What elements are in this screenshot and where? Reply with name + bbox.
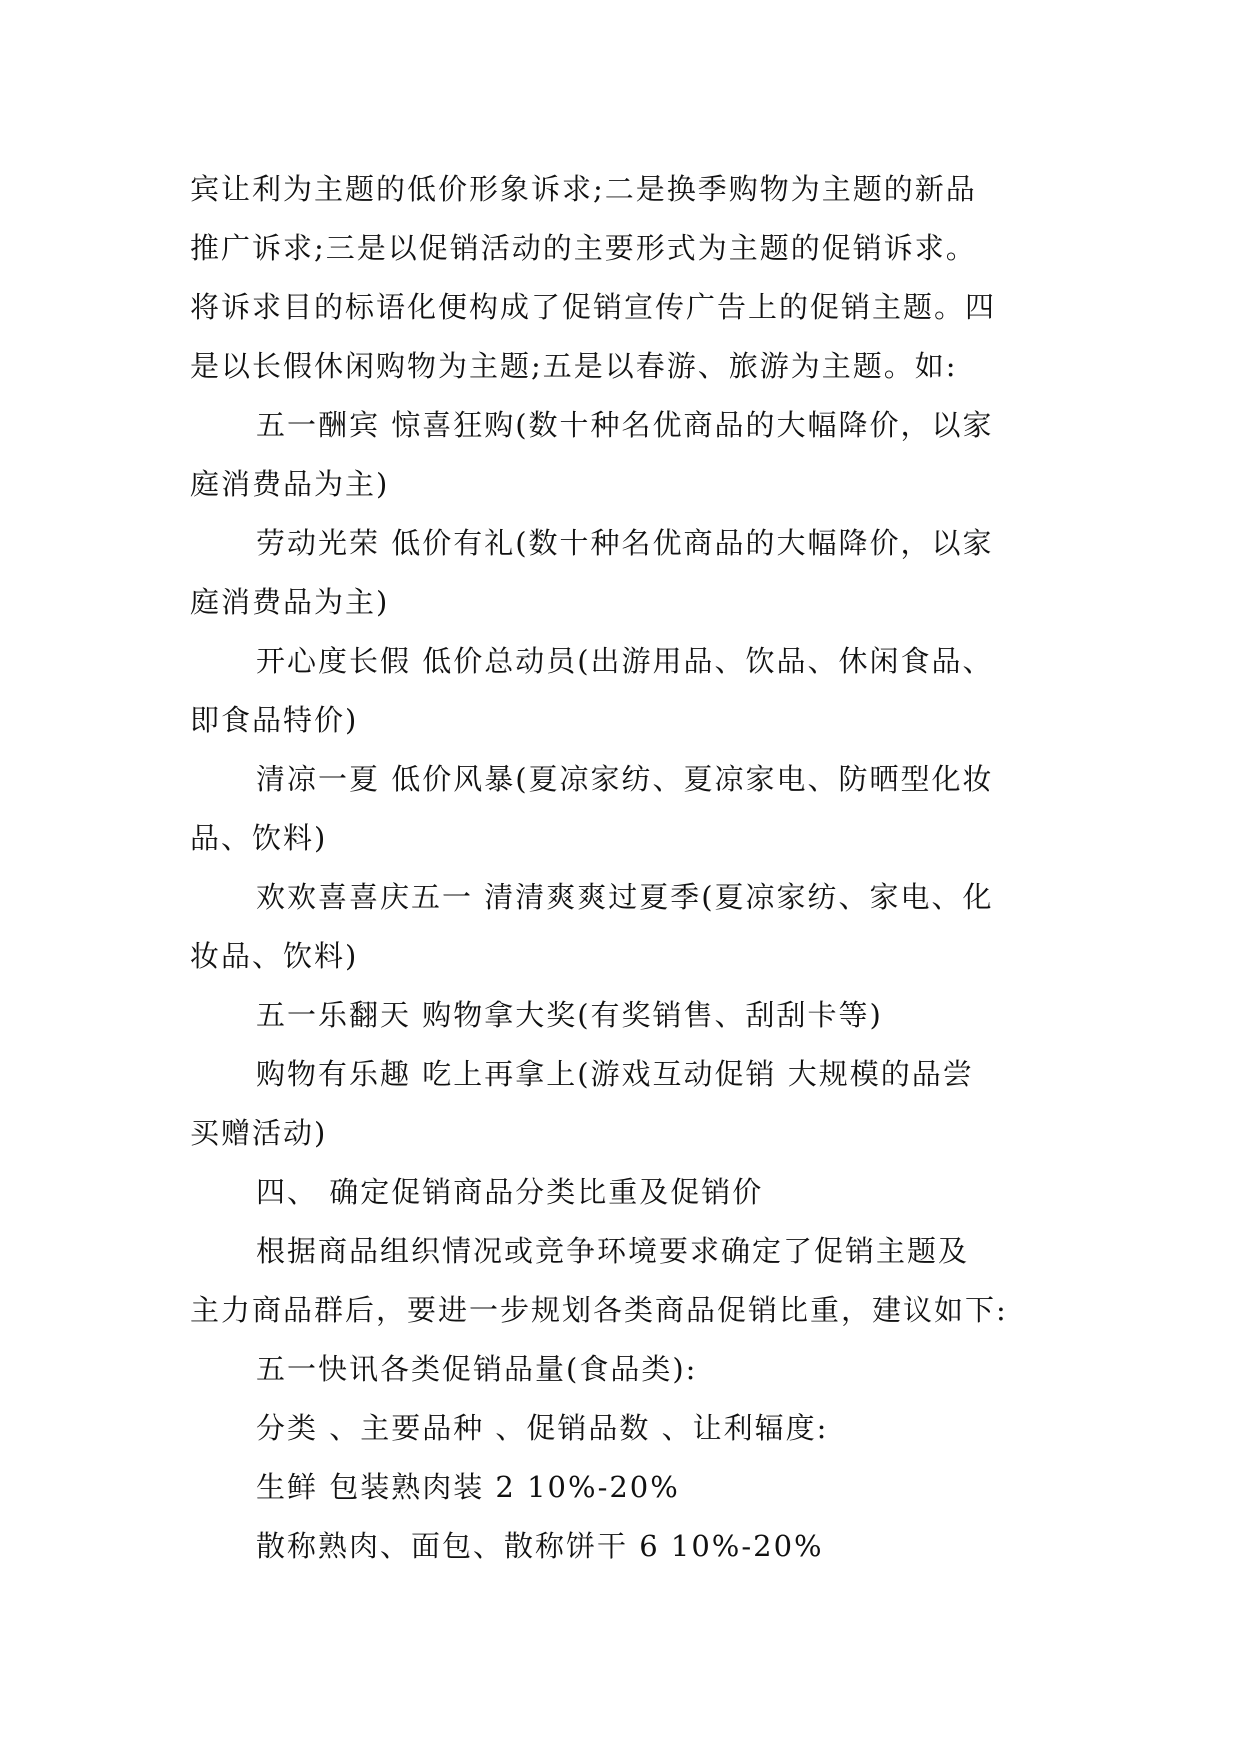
paragraph-slogan: [190, 632, 1060, 750]
text-line: 庭消费品为主): [190, 467, 390, 501]
text-line: 庭消费品为主): [190, 585, 390, 619]
paragraph-body: [190, 1399, 1060, 1458]
text-line: 清凉一夏 低价风暴(夏凉家纺、夏凉家电、防晒型化妆: [256, 762, 994, 796]
text-line: 劳动光荣 低价有礼(数十种名优商品的大幅降价，以家: [256, 526, 994, 560]
text-line: 宾让利为主题的低价形象诉求;二是换季购物为主题的新品: [190, 172, 977, 206]
text-line: 欢欢喜喜庆五一 清清爽爽过夏季(夏凉家纺、家电、化: [256, 880, 994, 914]
text-line: 主力商品群后，要进一步规划各类商品促销比重，建议如下:: [190, 1293, 1008, 1327]
paragraph-body: [190, 1222, 1060, 1340]
text-line: 购物有乐趣 吃上再拿上(游戏互动促销 大规模的品尝: [256, 1057, 974, 1091]
paragraph-slogan: [190, 396, 1060, 514]
text-line: 将诉求目的标语化便构成了促销宣传广告上的促销主题。四: [190, 290, 997, 324]
paragraph-body: [190, 1517, 1060, 1576]
paragraph-slogan: [190, 514, 1060, 632]
text-line: 生鲜 包装熟肉装 2 10%-20%: [256, 1470, 680, 1504]
section-heading: [190, 1163, 1060, 1222]
text-line: 开心度长假 低价总动员(出游用品、饮品、休闲食品、: [256, 644, 994, 678]
text-line: 五一酬宾 惊喜狂购(数十种名优商品的大幅降价，以家: [256, 408, 994, 442]
document-body: [190, 160, 1060, 1576]
text-line: 散称熟肉、面包、散称饼干 6 10%-20%: [256, 1529, 824, 1563]
text-line: 推广诉求;三是以促销活动的主要形式为主题的促销诉求。: [190, 231, 977, 265]
text-line: 品、饮料): [190, 821, 328, 855]
paragraph-slogan: [190, 868, 1060, 986]
text-line: 根据商品组织情况或竞争环境要求确定了促销主题及: [256, 1234, 970, 1268]
text-line: 五一快讯各类促销品量(食品类):: [256, 1352, 698, 1386]
text-line: 即食品特价): [190, 703, 359, 737]
text-line: 是以长假休闲购物为主题;五是以春游、旅游为主题。如:: [190, 349, 958, 383]
paragraph-body: [190, 1340, 1060, 1399]
text-line: 五一乐翻天 购物拿大奖(有奖销售、刮刮卡等): [256, 998, 883, 1032]
text-line: 买赠活动): [190, 1116, 328, 1150]
text-line: 分类 、主要品种 、促销品数 、让利辐度:: [256, 1411, 829, 1445]
text-line: 妆品、饮料): [190, 939, 359, 973]
paragraph-intro: [190, 160, 1060, 396]
paragraph-body: [190, 1458, 1060, 1517]
text-line: 四、 确定促销商品分类比重及促销价: [256, 1175, 764, 1209]
paragraph-slogan: [190, 1045, 1060, 1163]
paragraph-slogan: [190, 750, 1060, 868]
paragraph-slogan: [190, 986, 1060, 1045]
